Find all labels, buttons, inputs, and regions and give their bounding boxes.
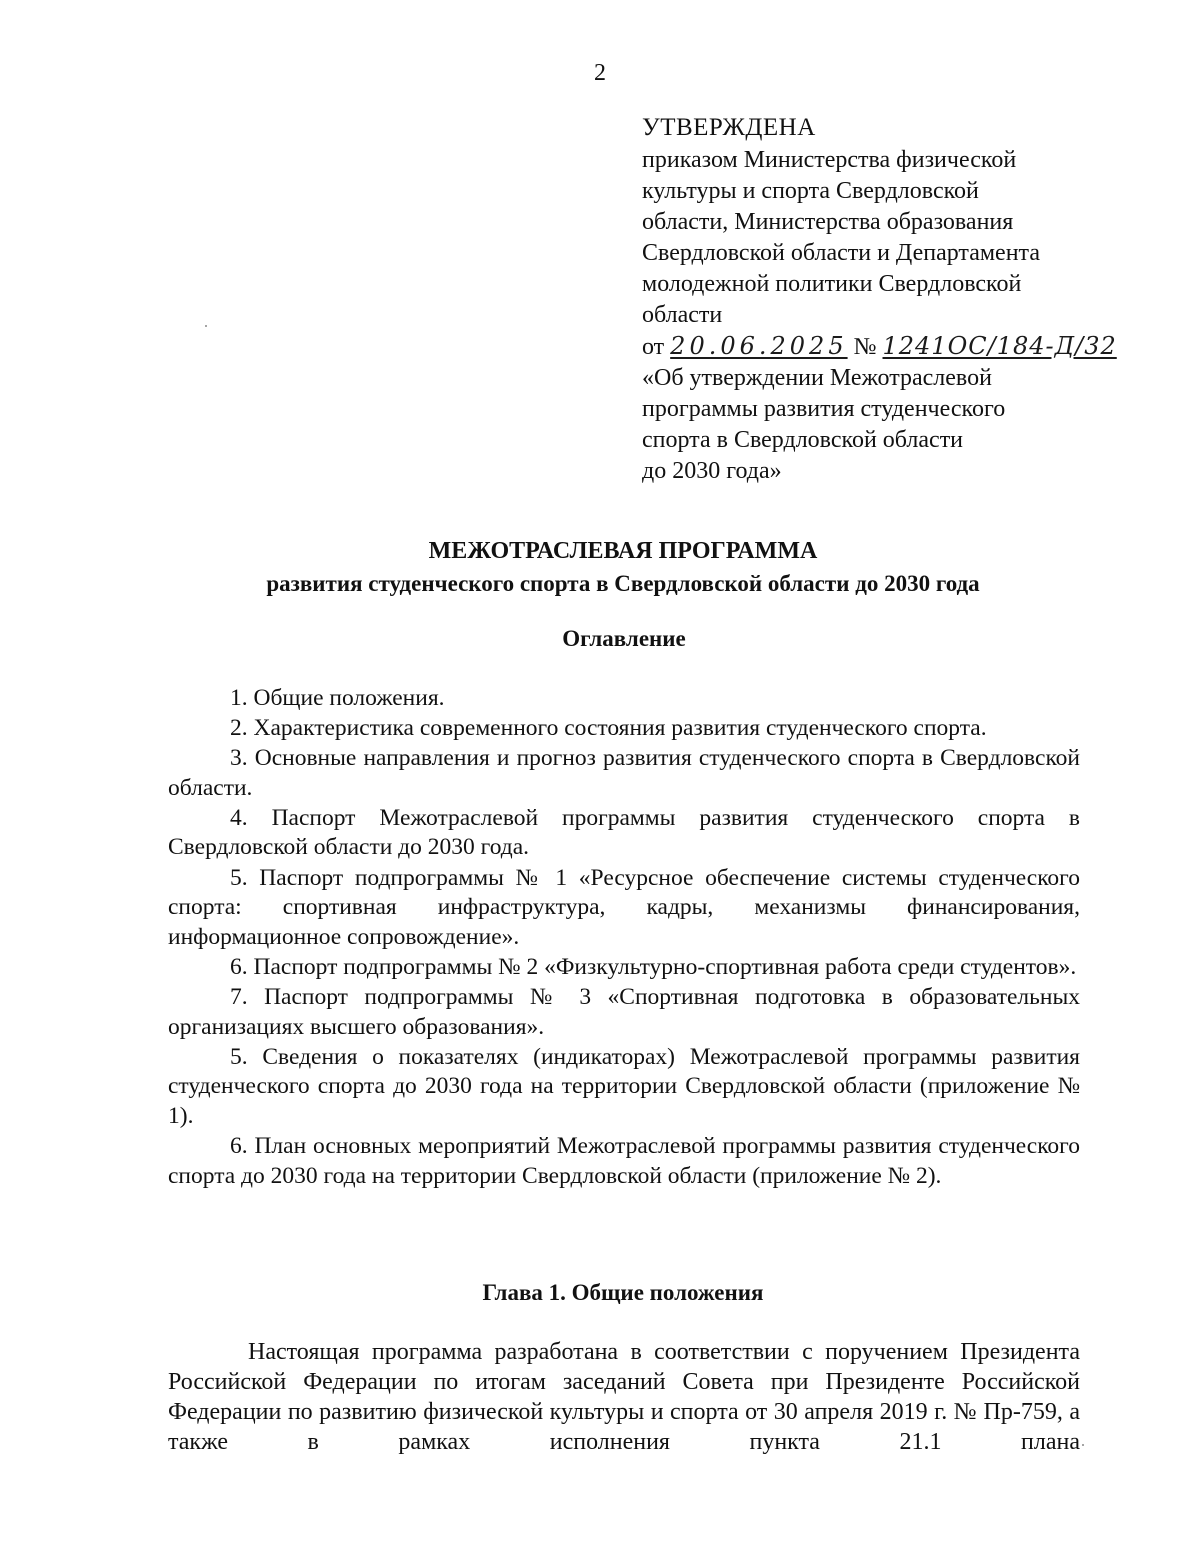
page-number: 2: [594, 60, 606, 86]
scan-speck: [205, 325, 207, 327]
toc-item: 7. Паспорт подпрограммы № 3 «Спортивная подготовка в образовательных организациях высшего образования».: [168, 983, 1080, 1040]
toc-item: 5. Сведения о показателях (индикаторах) Межотраслевой программы развития студенческого спорта до 2030 года на территории Свердловской области (приложение № 1).: [168, 1043, 1080, 1129]
toc-item: 1. Общие положения.: [230, 685, 445, 711]
toc-heading: Оглавление: [562, 626, 686, 651]
toc-item: 5. Паспорт подпрограммы № 1 «Ресурсное обеспечение системы студенческого спорта: спортивная инфраструктура, кадры, механизмы финансирования, информационное сопровождение».: [168, 864, 1080, 950]
approval-stamp: УТВЕРЖДЕНА: [642, 114, 816, 141]
document-title: МЕЖОТРАСЛЕВАЯ ПРОГРАММА: [428, 538, 818, 564]
date-prefix: от: [642, 334, 665, 360]
approval-line: области: [642, 302, 723, 328]
chapter-paragraph: Настоящая программа разработана в соответствии с поручением Президента Российской Федерации по итогам заседаний Совета при Президенте Российской Федерации по развитию физической культуры и спорта от 30 апреля 2019 г. № Пр-759, а также в рамках исполнения пункта 21.1 плана: [168, 1339, 1080, 1455]
scan-speck: [1082, 1444, 1084, 1446]
table-of-contents: [168, 684, 1080, 1191]
approval-line: приказом Министерства физической: [642, 147, 1017, 173]
toc-item: 3. Основные направления и прогноз развития студенческого спорта в Свердловской области.: [168, 745, 1080, 801]
approval-date-number-line: [642, 331, 1117, 363]
approval-block: [642, 112, 1117, 487]
approval-line: области, Министерства образования: [642, 209, 1014, 235]
approval-line: Свердловской области и Департамента: [642, 240, 1040, 266]
number-prefix: №: [853, 334, 877, 360]
handwritten-number: 1241ОС/184-Д/32: [882, 332, 1117, 360]
approval-line: культуры и спорта Свердловской: [642, 178, 979, 204]
approval-subject-line: «Об утверждении Межотраслевой: [642, 365, 992, 391]
toc-item: 6. Паспорт подпрограммы № 2 «Физкультурно-спортивная работа среди студентов».: [230, 953, 1077, 980]
approval-line: молодежной политики Свердловской: [642, 271, 1022, 297]
chapter-heading: Глава 1. Общие положения: [482, 1280, 764, 1305]
document-subtitle: развития студенческого спорта в Свердловской области до 2030 года: [266, 571, 980, 596]
toc-item: 2. Характеристика современного состояния развития студенческого спорта.: [230, 715, 987, 742]
toc-item: 6. План основных мероприятий Межотраслевой программы развития студенческого спорта до 2030 года на территории Свердловской области (приложение № 2).: [168, 1132, 1080, 1189]
approval-subject-line: до 2030 года»: [642, 458, 782, 484]
approval-subject-line: программы развития студенческого: [642, 396, 1006, 422]
handwritten-date: 20.06.2025: [670, 332, 848, 360]
toc-item: 4. Паспорт Межотраслевой программы развития студенческого спорта в Свердловской области до 2030 года.: [168, 804, 1080, 861]
approval-subject-line: спорта в Свердловской области: [642, 427, 964, 453]
